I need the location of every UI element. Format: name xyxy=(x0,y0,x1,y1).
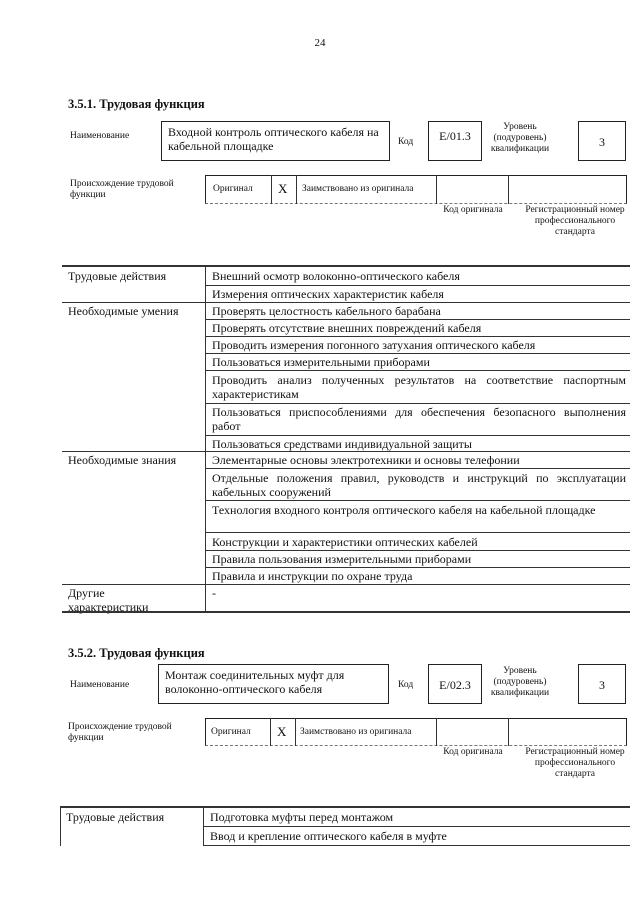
row-label-other: Другие характеристики xyxy=(68,586,149,614)
cell-item: Отдельные положения правил, руководств и инструкций по эксплуатации кабельных сооружений xyxy=(212,471,626,499)
cell-item: Подготовка муфты перед монтажом xyxy=(210,810,394,824)
original-label: Оригинал xyxy=(213,184,253,194)
row-label-skills: Необходимые умения xyxy=(68,304,179,318)
original-mark: X xyxy=(277,724,287,739)
row-label-labor-actions: Трудовые действия xyxy=(66,810,165,824)
code-label: Код xyxy=(398,137,414,147)
cell-item: Измерения оптических характеристик кабеля xyxy=(212,287,444,301)
page-number: 24 xyxy=(314,37,326,49)
cell-item: Правила и инструкции по охране труда xyxy=(212,569,413,583)
level-box: 3 xyxy=(578,664,626,704)
cell-item: Проверять целостность кабельного барабана xyxy=(212,304,441,318)
name-label: Наименование xyxy=(70,680,130,690)
borrowed-label: Заимствовано из оригинала xyxy=(300,727,412,737)
cell-item: Пользоваться средствами индивидуальной защиты xyxy=(212,437,472,451)
level-box: 3 xyxy=(578,121,626,161)
origin-table xyxy=(205,718,627,746)
registration-number-label: Регистрационный номер профессионального стандарта xyxy=(525,747,625,779)
name-label: Наименование xyxy=(70,131,130,141)
code-box: E/02.3 xyxy=(428,664,482,704)
function-name-box: Входной контроль оптического кабеля на кабельной площадке xyxy=(161,121,390,161)
borrowed-label: Заимствовано из оригинала xyxy=(302,184,414,194)
cell-item: Конструкции и характеристики оптических кабелей xyxy=(212,535,478,549)
origin-label: Происхождение трудовой функции xyxy=(68,722,172,743)
origin-label: Происхождение трудовой функции xyxy=(70,179,174,200)
original-label: Оригинал xyxy=(211,727,251,737)
function-name-box: Монтаж соединительных муфт для волоконно-оптического кабеля xyxy=(158,664,389,704)
origin-table xyxy=(205,175,627,204)
code-box: E/01.3 xyxy=(428,121,482,161)
cell-item: Проверять отсутствие внешних повреждений кабеля xyxy=(212,321,482,335)
level-label: Уровень (подуровень) квалификации xyxy=(490,122,550,154)
row-label-labor-actions: Трудовые действия xyxy=(68,269,167,283)
cell-item: Элементарные основы электротехники и основы телефонии xyxy=(212,453,520,467)
cell-item: Проводить анализ полученных результатов на соответствие паспортным характеристикам xyxy=(212,373,626,401)
cell-item: Правила пользования измерительными приборами xyxy=(212,552,472,566)
cell-item: Пользоваться приспособлениями для обеспечения безопасного выполнения работ xyxy=(212,405,626,433)
original-mark: X xyxy=(278,181,288,196)
section-heading: 3.5.1. Трудовая функция xyxy=(68,97,205,111)
cell-item: Пользоваться измерительными приборами xyxy=(212,355,430,369)
cell-item: Ввод и крепление оптического кабеля в муфте xyxy=(210,829,447,843)
code-label: Код xyxy=(398,680,414,690)
level-label: Уровень (подуровень) квалификации xyxy=(490,666,550,698)
row-label-knowledge: Необходимые знания xyxy=(68,453,177,467)
cell-item: Внешний осмотр волоконно-оптического кабеля xyxy=(212,269,460,283)
cell-item: Технология входного контроля оптического кабеля на кабельной площадке xyxy=(212,503,596,517)
code-original-label: Код оригинала xyxy=(443,205,503,215)
cell-item: - xyxy=(212,586,216,600)
section-heading: 3.5.2. Трудовая функция xyxy=(68,646,205,660)
code-original-label: Код оригинала xyxy=(443,747,503,757)
registration-number-label: Регистрационный номер профессионального стандарта xyxy=(525,205,625,237)
cell-item: Проводить измерения погонного затухания оптического кабеля xyxy=(212,338,536,352)
